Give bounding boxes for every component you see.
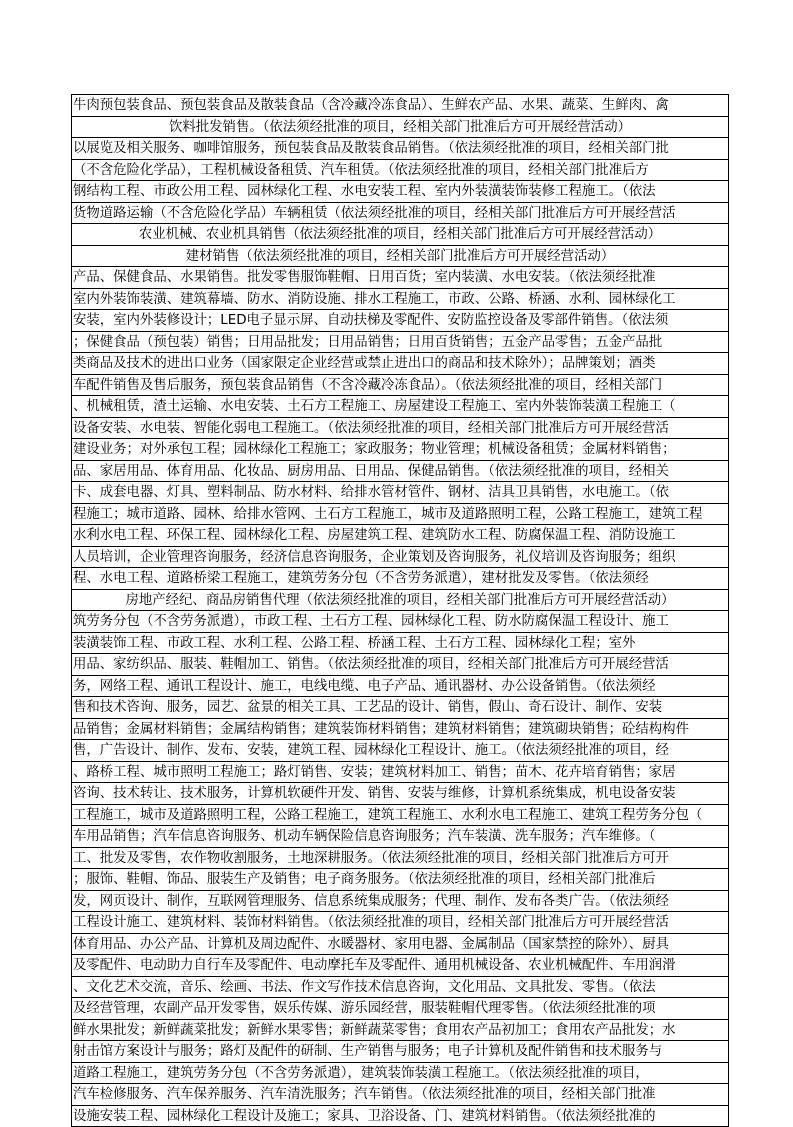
table-row: 品销售；金属材料销售；金属结构销售；建筑装饰材料销售；建筑材料销售；建筑砌块销售；砼结构构件	[72, 719, 728, 741]
table-row: 工程设计施工、建筑材料、装饰材料销售。（依法须经批准的项目，经相关部门批准后方可开展经营活	[72, 912, 728, 934]
table-row: 装潢装饰工程、市政工程、水利工程、公路工程、桥涵工程、土石方工程、园林绿化工程；室外	[72, 633, 728, 655]
table-row: 工程施工，城市及道路照明工程，公路工程施工，建筑工程施工、水利水电工程施工、建筑工程劳务分包（	[72, 805, 728, 827]
table-row: 车用品销售；汽车信息咨询服务、机动车辆保险信息咨询服务；汽车装潢、洗车服务；汽车维修。（	[72, 826, 728, 848]
table-row: 务，网络工程、通讯工程设计、施工，电线电缆、电子产品、通讯器材、办公设备销售。（依法须经	[72, 676, 728, 698]
table-row: 人员培训，企业管理咨询服务，经济信息咨询服务，企业策划及咨询服务，礼仪培训及咨询服务；组织	[72, 547, 728, 569]
table-row: 车配件销售及售后服务，预包装食品销售（不含冷藏冷冻食品）。（依法须经批准的项目，经相关部门	[72, 375, 728, 397]
table-row: 售和技术咨询、服务，园艺、盆景的相关工具、工艺品的设计、销售，假山、奇石设计、制作、安装	[72, 697, 728, 719]
table-row: 及零配件、电动助力自行车及零配件、电动摩托车及零配件、通用机械设备、农业机械配件、车用润滑	[72, 955, 728, 977]
table-row: 鲜水果批发；新鲜蔬菜批发；新鲜水果零售；新鲜蔬菜零售；食用农产品初加工；食用农产品批发；水	[72, 1020, 728, 1042]
table-row: 及经营管理，农副产品开发零售，娱乐传媒、游乐园经营，服装鞋帽代理零售。（依法须经批准的项	[72, 998, 728, 1020]
table-row: 货物道路运输（不含危险化学品）车辆租赁（依法须经批准的项目，经相关部门批准后方可开展经营活	[72, 203, 728, 225]
table-row: 钢结构工程、市政公用工程、园林绿化工程、水电安装工程、室内外装潢装饰装修工程施工。（依法	[72, 181, 728, 203]
table-row: 、路桥工程、城市照明工程施工；路灯销售、安装；建筑材料加工、销售；苗木、花卉培育销售；家居	[72, 762, 728, 784]
table-row: 类商品及技术的进出口业务（国家限定企业经营或禁止进出口的商品和技术除外）；品牌策划；酒类	[72, 353, 728, 375]
table-row: 汽车检修服务、汽车保养服务、汽车清洗服务；汽车销售。（依法须经批准的项目，经相关部门批准	[72, 1084, 728, 1106]
table-row: 咨询、技术转让、技术服务，计算机软硬件开发、销售、安装与维修，计算机系统集成，机电设备安装	[72, 783, 728, 805]
table-row: 道路工程施工，建筑劳务分包（不含劳务派遣），建筑装饰装潢工程施工。（依法须经批准的项目，	[72, 1063, 728, 1085]
table-row: 室内外装饰装潢、建筑幕墙、防水、消防设施、排水工程施工，市政、公路、桥涵、水利、园林绿化工	[72, 289, 728, 311]
table-row: 房地产经纪、商品房销售代理（依法须经批准的项目，经相关部门批准后方可开展经营活动）	[72, 590, 728, 612]
spreadsheet-table	[71, 94, 729, 1127]
table-row: 售，广告设计、制作、发布、安装，建筑工程、园林绿化工程设计、施工。（依法须经批准的项目，经	[72, 740, 728, 762]
table-row: 以展览及相关服务、咖啡馆服务，预包装食品及散装食品销售。（依法须经批准的项目，经相关部门批	[72, 138, 728, 160]
table-row: 射击馆方案设计与服务；路灯及配件的研制、生产销售与服务；电子计算机及配件销售和技术服务与	[72, 1041, 728, 1063]
table-row: 品、家居用品、体育用品、化妆品、厨房用品、日用品、保健品销售。（依法须经批准的项目，经相关	[72, 461, 728, 483]
table-row: 建材销售（依法须经批准的项目，经相关部门批准后方可开展经营活动）	[72, 246, 728, 268]
table-row: 卡、成套电器、灯具、塑料制品、防水材料、给排水管材管件、钢材、洁具卫具销售，水电施工。（依	[72, 482, 728, 504]
table-row: 用品、家纺织品、服装、鞋帽加工、销售。（依法须经批准的项目，经相关部门批准后方可开展经营活	[72, 654, 728, 676]
table-row: 饮料批发销售。（依法须经批准的项目，经相关部门批准后方可开展经营活动）	[72, 117, 728, 139]
table-row: 、机械租赁，渣土运输、水电安装、土石方工程施工、房屋建设工程施工、室内外装饰装潢工程施工（	[72, 396, 728, 418]
table-row: 发，网页设计、制作，互联网管理服务、信息系统集成服务；代理、制作、发布各类广告。（依法须经	[72, 891, 728, 913]
table-row: ；保健食品（预包装）销售；日用品批发；日用品销售；日用百货销售；五金产品零售；五金产品批	[72, 332, 728, 354]
table-row: 程施工；城市道路、园林、给排水管网、土石方工程施工，城市及道路照明工程，公路工程施工，建筑工程	[72, 504, 728, 526]
table-row: 产品、保健食品、水果销售。批发零售服饰鞋帽、日用百货；室内装潢、水电安装。（依法须经批准	[72, 267, 728, 289]
table-row: 农业机械、农业机具销售（依法须经批准的项目，经相关部门批准后方可开展经营活动）	[72, 224, 728, 246]
table-row: 设施安装工程、园林绿化工程设计及施工；家具、卫浴设备、门、建筑材料销售。（依法须经批准的	[72, 1106, 728, 1127]
table-row: 水利水电工程、环保工程、园林绿化工程、房屋建筑工程、建筑防水工程、防腐保温工程、消防设施工	[72, 525, 728, 547]
table-row: （不含危险化学品），工程机械设备租赁、汽车租赁。（依法须经批准的项目，经相关部门批准后方	[72, 160, 728, 182]
table-row: ；服饰、鞋帽、饰品、服装生产及销售；电子商务服务。（依法须经批准的项目，经相关部门批准后	[72, 869, 728, 891]
table-row: 牛肉预包装食品、预包装食品及散装食品（含冷藏冷冻食品）、生鲜农产品、水果、蔬菜、生鲜肉、禽	[72, 95, 728, 117]
table-row: 体育用品、办公产品、计算机及周边配件、水暖器材、家用电器、金属制品（国家禁控的除外）、厨具	[72, 934, 728, 956]
table-row: 建设业务；对外承包工程；园林绿化工程施工；家政服务；物业管理；机械设备租赁；金属材料销售；	[72, 439, 728, 461]
table-row: 、文化艺术交流，音乐、绘画、书法、作文写作技术信息咨询，文化用品、文具批发、零售。（依法	[72, 977, 728, 999]
table-row: 工、批发及零售，农作物收割服务，土地深耕服务。（依法须经批准的项目，经相关部门批准后方可开	[72, 848, 728, 870]
table-row: 程、水电工程、道路桥梁工程施工，建筑劳务分包（不含劳务派遣），建材批发及零售。（依法须经	[72, 568, 728, 590]
table-row: 安装，室内外装修设计；LED电子显示屏、自动扶梯及零配件、安防监控设备及零部件销售。（依法须	[72, 310, 728, 332]
table-row: 设备安装、水电装、智能化弱电工程施工。（依法须经批准的项目，经相关部门批准后方可开展经营活	[72, 418, 728, 440]
table-row: 筑劳务分包（不含劳务派遣），市政工程、土石方工程、园林绿化工程、防水防腐保温工程设计、施工	[72, 611, 728, 633]
